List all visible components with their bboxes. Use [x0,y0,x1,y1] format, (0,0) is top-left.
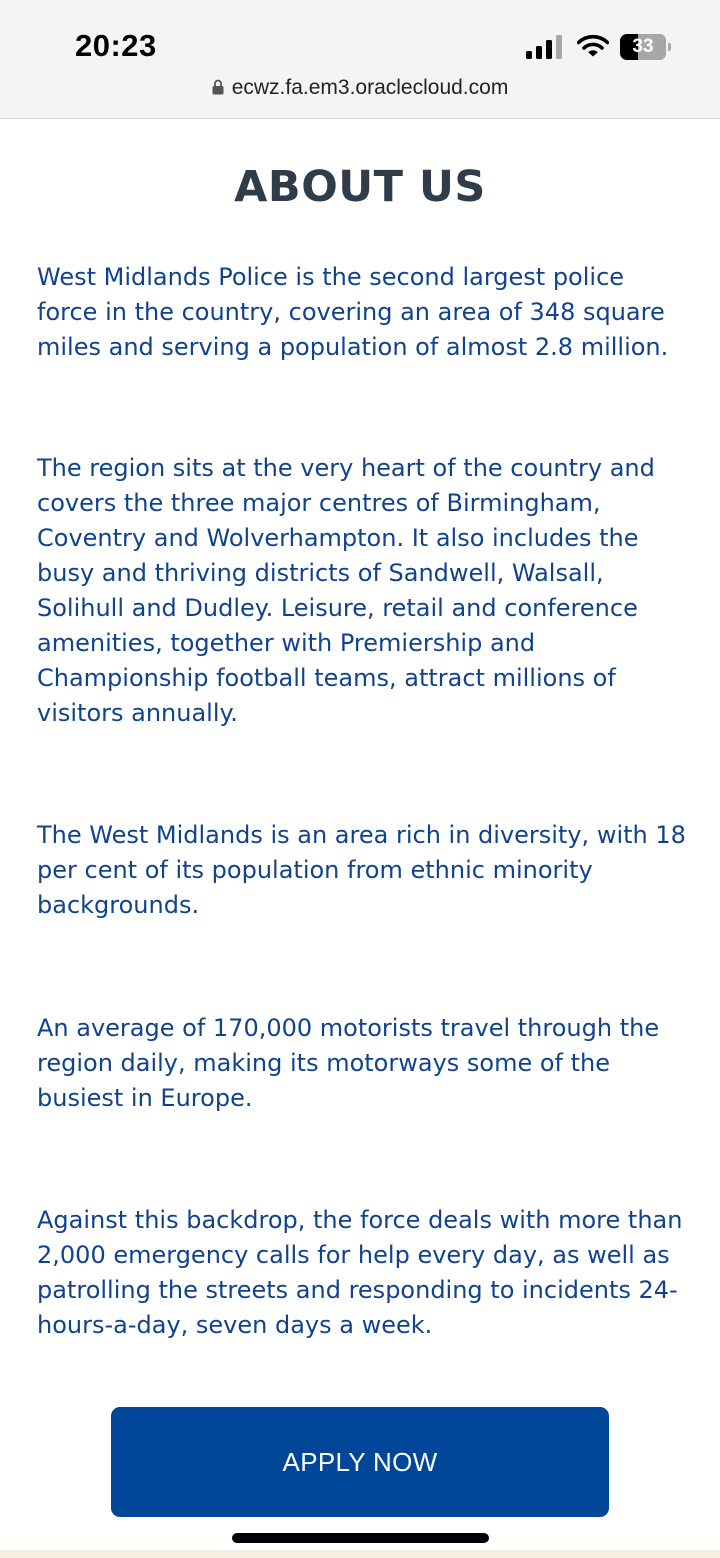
bottom-decorative-strip [0,1550,720,1558]
browser-status-bar [0,0,720,119]
paragraph-about-force: West Midlands Police is the second largest police force in the country, covering an area of 348 square miles and serving a population of almost 2.8 million. [37,263,669,361]
battery-body [620,34,666,60]
url-text: ecwz.fa.em3.oraclecloud.com [231,76,509,99]
paragraph-region: The region sits at the very heart of the country and covers the three major centres of Birmingham, Coventry and Wolverhampton. It also includes the busy and thriving districts of Sandwell, Walsall, Solihull and Dudley. Leisure, retail and conference amenities, together with Premiership and Championship football teams, attract millions of visitors annually. [37,454,655,727]
apply-now-button[interactable]: APPLY NOW [111,1407,609,1517]
page-title: ABOUT US [234,162,486,212]
battery-nub [668,43,671,51]
battery-icon [620,34,672,60]
battery-level: 33 [632,36,654,57]
paragraph-emergency-calls: Against this backdrop, the force deals with more than 2,000 emergency calls for help every day, as well as patrolling the streets and responding to incidents 24-hours-a-day, seven days a week. [37,1206,683,1339]
wifi-icon [577,34,609,58]
paragraph-motorists: An average of 170,000 motorists travel through the region daily, making its motorways some of the busiest in Europe. [37,1014,660,1112]
address-bar[interactable] [0,76,720,100]
cellular-signal-icon [526,35,564,59]
lock-icon [212,79,224,95]
home-indicator[interactable] [232,1533,489,1543]
paragraph-diversity: The West Midlands is an area rich in diversity, with 18 per cent of its population from ethnic minority backgrounds. [37,821,686,919]
clock-time: 20:23 [75,28,157,63]
